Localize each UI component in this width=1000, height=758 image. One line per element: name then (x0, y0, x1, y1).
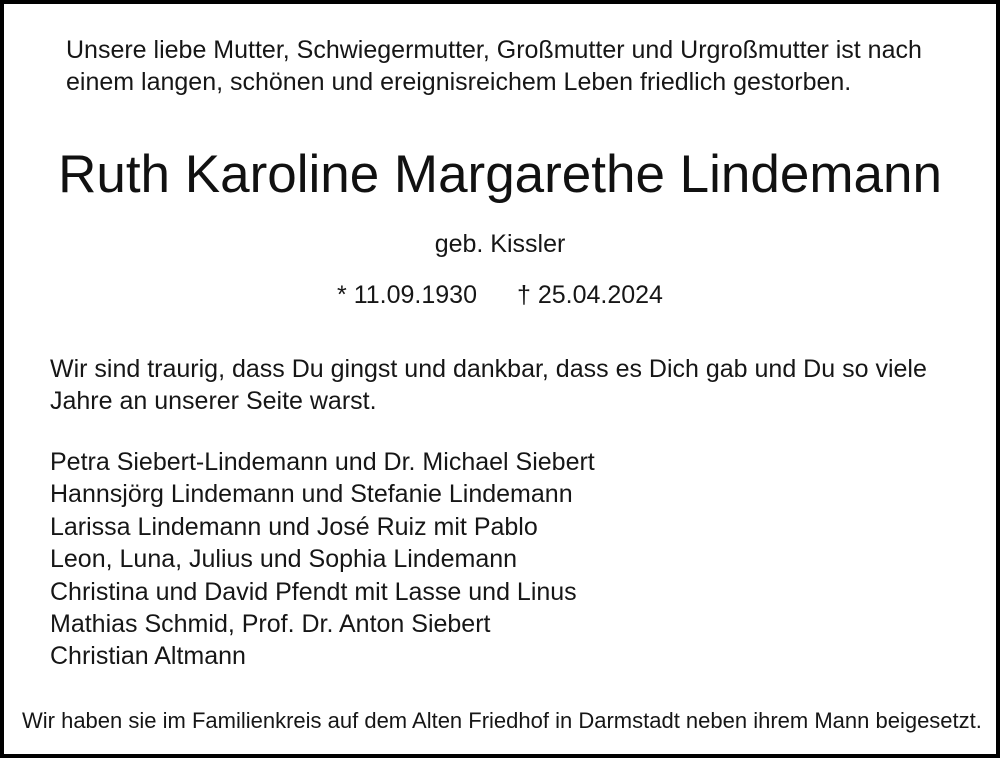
condolence-line-2: Jahre an unserer Seite warst. (50, 387, 377, 415)
maiden-name: geb. Kissler (434, 230, 566, 258)
intro-line-2: einem langen, schönen und ereignisreichem Leben friedlich gestorben. (66, 68, 852, 96)
family-member: Hannsjörg Lindemann und Stefanie Lindemann (50, 480, 573, 509)
burial-note: Wir haben sie im Familienkreis auf dem Alten Friedhof in Darmstadt neben ihrem Mann beigesetzt. (22, 707, 982, 733)
deceased-name: Ruth Karoline Margarethe Lindemann (58, 145, 942, 204)
death-date: † 25.04.2024 (516, 281, 663, 309)
condolence-paragraph (50, 353, 956, 417)
birth-date: * 11.09.1930 (337, 281, 477, 309)
family-member: Christian Altmann (50, 642, 246, 671)
family-member: Petra Siebert-Lindemann und Dr. Michael Siebert (50, 448, 595, 476)
family-list (50, 446, 956, 673)
family-member: Leon, Luna, Julius und Sophia Lindemann (50, 545, 518, 574)
intro-paragraph (66, 34, 956, 98)
life-dates (4, 279, 996, 311)
family-member: Mathias Schmid, Prof. Dr. Anton Siebert (50, 610, 491, 639)
family-member: Christina und David Pfendt mit Lasse und Linus (50, 577, 577, 606)
condolence-line-1: Wir sind traurig, dass Du gingst und dankbar, dass es Dich gab und Du so viele (50, 355, 927, 383)
intro-line-1: Unsere liebe Mutter, Schwiegermutter, Großmutter und Urgroßmutter ist nach (66, 36, 922, 64)
family-member: Larissa Lindemann und José Ruiz mit Pablo (50, 512, 538, 541)
